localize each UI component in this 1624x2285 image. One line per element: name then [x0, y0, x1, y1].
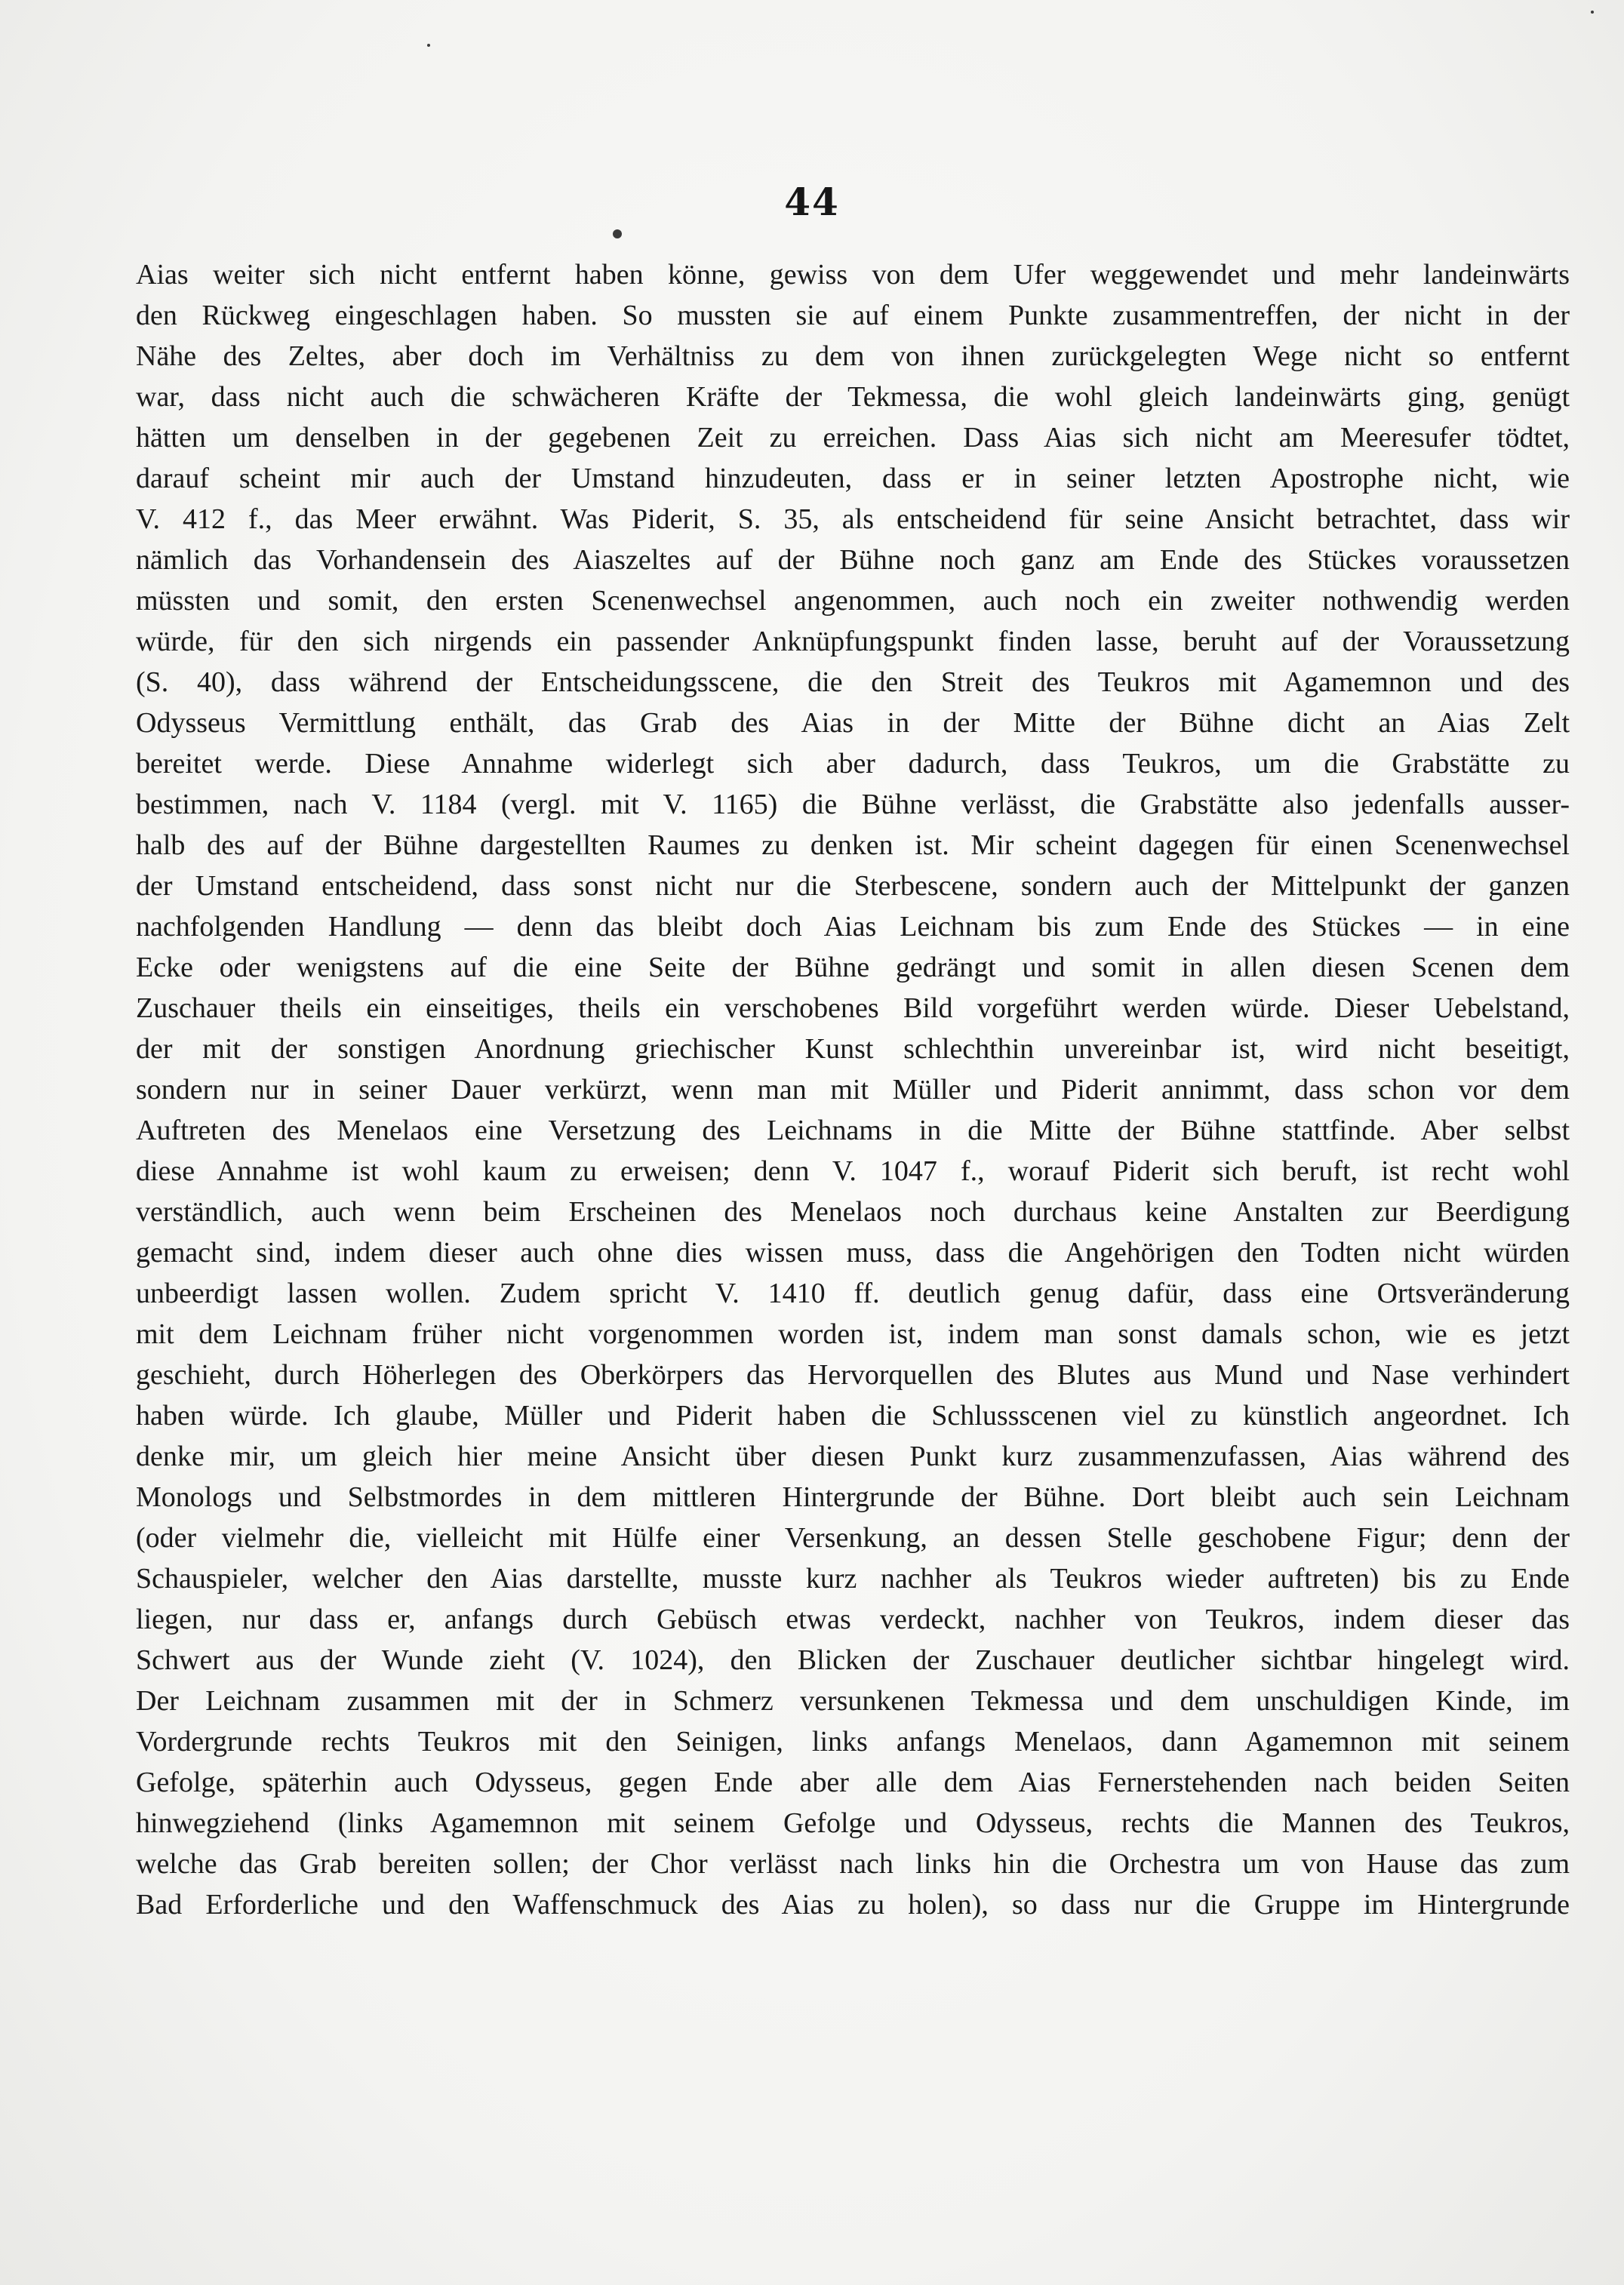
text-line: war, dass nicht auch die schwächeren Kräfte der Tekmessa, die wohl gleich landeinwärts ging, genügt [136, 381, 1570, 413]
text-line: Vordergrunde rechts Teukros mit den Seinigen, links anfangs Menelaos, dann Agamemnon mit seinem [136, 1726, 1570, 1758]
text-line: V. 412 f., das Meer erwähnt. Was Piderit, S. 35, als entscheidend für seine Ansicht betrachtet, dass wir [136, 503, 1570, 535]
text-line: hätten um denselben in der gegebenen Zeit zu erreichen. Dass Aias sich nicht am Meeresufer tödtet, [136, 422, 1570, 454]
text-line: hinwegziehend (links Agamemnon mit seinem Gefolge und Odysseus, rechts die Mannen des Teukros, [136, 1807, 1570, 1839]
text-line: diese Annahme ist wohl kaum zu erweisen; denn V. 1047 f., worauf Piderit sich beruft, ist recht wohl [136, 1155, 1570, 1187]
text-line: Aias weiter sich nicht entfernt haben könne, gewiss von dem Ufer weggewendet und mehr landeinwärts [136, 259, 1570, 291]
text-line: Auftreten des Menelaos eine Versetzung des Leichnams in die Mitte der Bühne stattfinde. Aber selbst [136, 1115, 1570, 1146]
text-line: Monologs und Selbstmordes in dem mittleren Hintergrunde der Bühne. Dort bleibt auch sein Leichnam [136, 1481, 1570, 1513]
ink-speck [427, 44, 430, 47]
text-line: sondern nur in seiner Dauer verkürzt, wenn man mit Müller und Piderit annimmt, dass schon vor dem [136, 1074, 1570, 1106]
text-line: Der Leichnam zusammen mit der in Schmerz versunkenen Tekmessa und dem unschuldigen Kinde, im [136, 1685, 1570, 1717]
text-line: der Umstand entscheidend, dass sonst nicht nur die Sterbescene, sondern auch der Mittelpunkt der ganzen [136, 870, 1570, 902]
text-line: würde, für den sich nirgends ein passender Anknüpfungspunkt finden lasse, beruht auf der Voraussetzung [136, 626, 1570, 657]
text-line: Nähe des Zeltes, aber doch im Verhältniss zu dem von ihnen zurückgelegten Wege nicht so entfernt [136, 340, 1570, 372]
text-line: bereitet werde. Diese Annahme widerlegt sich aber dadurch, dass Teukros, um die Grabstätte zu [136, 748, 1570, 780]
text-line: Ecke oder wenigstens auf die eine Seite der Bühne gedrängt und somit in allen diesen Scenen dem [136, 952, 1570, 983]
text-line: der mit der sonstigen Anordnung griechischer Kunst schlechthin unvereinbar ist, wird nicht beseitigt, [136, 1033, 1570, 1065]
text-line: verständlich, auch wenn beim Erscheinen des Menelaos noch durchaus keine Anstalten zur Beerdigung [136, 1196, 1570, 1228]
text-line: (S. 40), dass während der Entscheidungsscene, die den Streit des Teukros mit Agamemnon und des [136, 666, 1570, 698]
text-line: liegen, nur dass er, anfangs durch Gebüsch etwas verdeckt, nachher von Teukros, indem dieser das [136, 1604, 1570, 1635]
text-line: Gefolge, späterhin auch Odysseus, gegen Ende aber alle dem Aias Fernerstehenden nach beiden Seiten [136, 1767, 1570, 1798]
text-line: Schauspieler, welcher den Aias darstellte, musste kurz nachher als Teukros wieder auftreten) bis zu Ende [136, 1563, 1570, 1595]
body-text [136, 254, 1570, 1925]
text-line: Zuschauer theils ein einseitiges, theils ein verschobenes Bild vorgeführt werden würde. Dieser Uebelstand, [136, 992, 1570, 1024]
text-line: mit dem Leichnam früher nicht vorgenommen worden ist, indem man sonst damals schon, wie es jetzt [136, 1318, 1570, 1350]
text-line: gemacht sind, indem dieser auch ohne dies wissen muss, dass die Angehörigen den Todten nicht würden [136, 1237, 1570, 1269]
text-line: Odysseus Vermittlung enthält, das Grab des Aias in der Mitte der Bühne dicht an Aias Zelt [136, 707, 1570, 739]
ink-speck [1591, 11, 1594, 14]
text-line: denke mir, um gleich hier meine Ansicht über diesen Punkt kurz zusammenzufassen, Aias während des [136, 1441, 1570, 1472]
text-line: Bad Erforderliche und den Waffenschmuck des Aias zu holen), so dass nur die Gruppe im Hintergrunde [136, 1889, 1570, 1921]
text-line: halb des auf der Bühne dargestellten Raumes zu denken ist. Mir scheint dagegen für einen Scenenwechsel [136, 829, 1570, 861]
ink-speck [613, 229, 622, 238]
text-line: (oder vielmehr die, vielleicht mit Hülfe einer Versenkung, an dessen Stelle geschobene Figur; denn der [136, 1522, 1570, 1554]
text-line: welche das Grab bereiten sollen; der Chor verlässt nach links hin die Orchestra um von Hause das zum [136, 1848, 1570, 1880]
text-line: Schwert aus der Wunde zieht (V. 1024), den Blicken der Zuschauer deutlicher sichtbar hingelegt wird. [136, 1644, 1570, 1676]
text-line: den Rückweg eingeschlagen haben. So mussten sie auf einem Punkte zusammentreffen, der nicht in der [136, 300, 1570, 331]
text-line: unbeerdigt lassen wollen. Zudem spricht V. 1410 ff. deutlich genug dafür, dass eine Ortsveränderung [136, 1278, 1570, 1309]
text-line: darauf scheint mir auch der Umstand hinzudeuten, dass er in seiner letzten Apostrophe nicht, wie [136, 463, 1570, 494]
text-line: nämlich das Vorhandensein des Aiaszeltes auf der Bühne noch ganz am Ende des Stückes voraussetzen [136, 544, 1570, 576]
page-number: 44 [784, 180, 840, 224]
text-line: bestimmen, nach V. 1184 (vergl. mit V. 1165) die Bühne verlässt, die Grabstätte also jedenfalls ausser- [136, 789, 1570, 820]
text-line: haben würde. Ich glaube, Müller und Piderit haben die Schlussscenen viel zu künstlich angeordnet. Ich [136, 1400, 1570, 1432]
text-line: nachfolgenden Handlung — denn das bleibt doch Aias Leichnam bis zum Ende des Stückes — in eine [136, 911, 1570, 943]
text-line: geschieht, durch Höherlegen des Oberkörpers das Hervorquellen des Blutes aus Mund und Nase verhindert [136, 1359, 1570, 1391]
text-line: müssten und somit, den ersten Scenenwechsel angenommen, auch noch ein zweiter nothwendig werden [136, 585, 1570, 617]
